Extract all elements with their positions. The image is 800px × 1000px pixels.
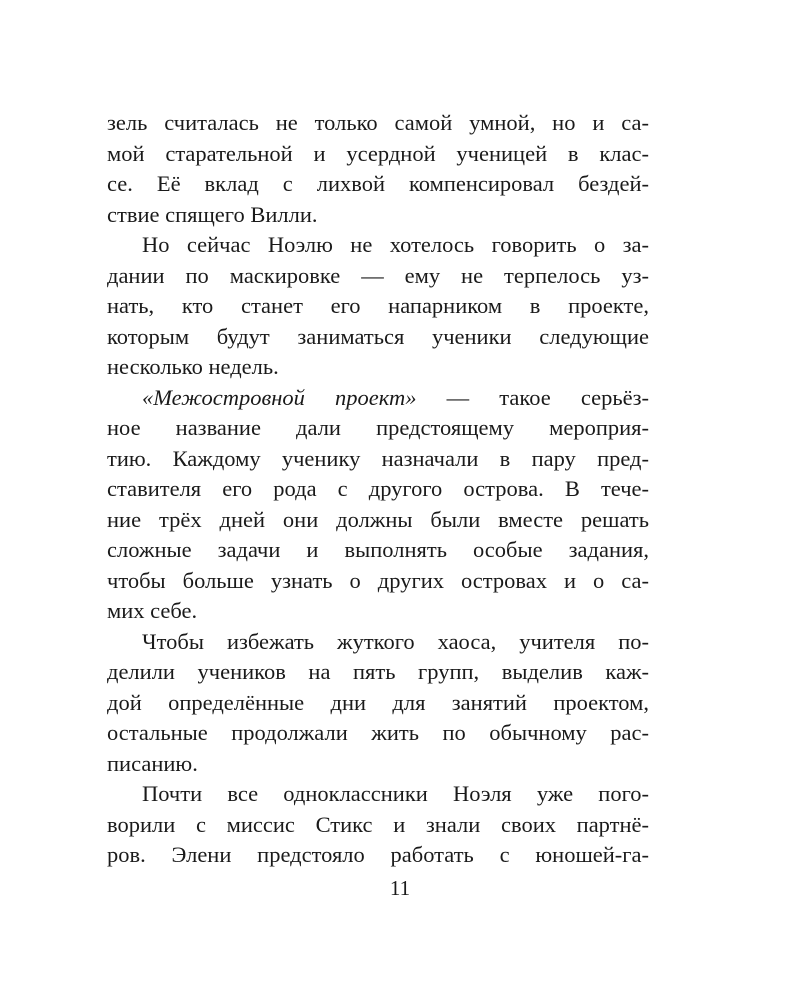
text-line: сложные задачи и выполнять особые задания,	[107, 537, 649, 562]
text-line: ное название дали предстоящему мероприя-	[107, 415, 649, 440]
text-line: остальные продолжали жить по обычному рас-	[107, 720, 649, 745]
text-line: мой старательной и усердной ученицей в клас-	[107, 140, 649, 166]
text-line: чтобы больше узнать о других островах и о са-	[107, 567, 649, 593]
text-line: ние трёх дней они должны были вместе решать	[107, 506, 649, 532]
text-line: дании по маскировке — ему не терпелось уз-	[107, 262, 649, 288]
text-line: Чтобы избежать жуткого хаоса, учителя по-	[142, 628, 649, 654]
text-line: зель считалась не только самой умной, но и са-	[107, 110, 649, 135]
text-line: ставителя его рода с другого острова. В тече-	[107, 476, 649, 501]
text-line: дой определённые дни для занятий проектом,	[107, 689, 649, 715]
text-fragment: — такое серьёз-	[416, 384, 649, 410]
body-text	[107, 108, 649, 871]
text-line: писанию.	[107, 750, 198, 776]
text-line	[107, 383, 649, 414]
text-line: несколько недель.	[107, 354, 279, 379]
text-line: се. Её вклад с лихвой компенсировал бездей-	[107, 171, 649, 196]
italic-project-name: «Межостровной проект»	[142, 384, 417, 410]
text-line: ворили с миссис Стикс и знали своих партнё-	[107, 811, 649, 837]
text-line: которым будут заниматься ученики следующие	[107, 323, 649, 349]
text-line: Почти все одноклассники Ноэля уже пого-	[142, 781, 649, 806]
text-line: Но сейчас Ноэлю не хотелось говорить о за-	[142, 232, 649, 257]
page-number: 11	[389, 876, 411, 900]
text-line: ров. Элени предстояло работать с юношей-га-	[107, 842, 649, 867]
text-line: мих себе.	[107, 598, 198, 623]
text-line: тию. Каждому ученику назначали в пару пред-	[107, 445, 649, 471]
text-line: ствие спящего Вилли.	[107, 201, 318, 227]
text-line: делили учеников на пять групп, выделив каж-	[107, 659, 649, 684]
text-line: нать, кто станет его напарником в проекте,	[107, 293, 649, 318]
